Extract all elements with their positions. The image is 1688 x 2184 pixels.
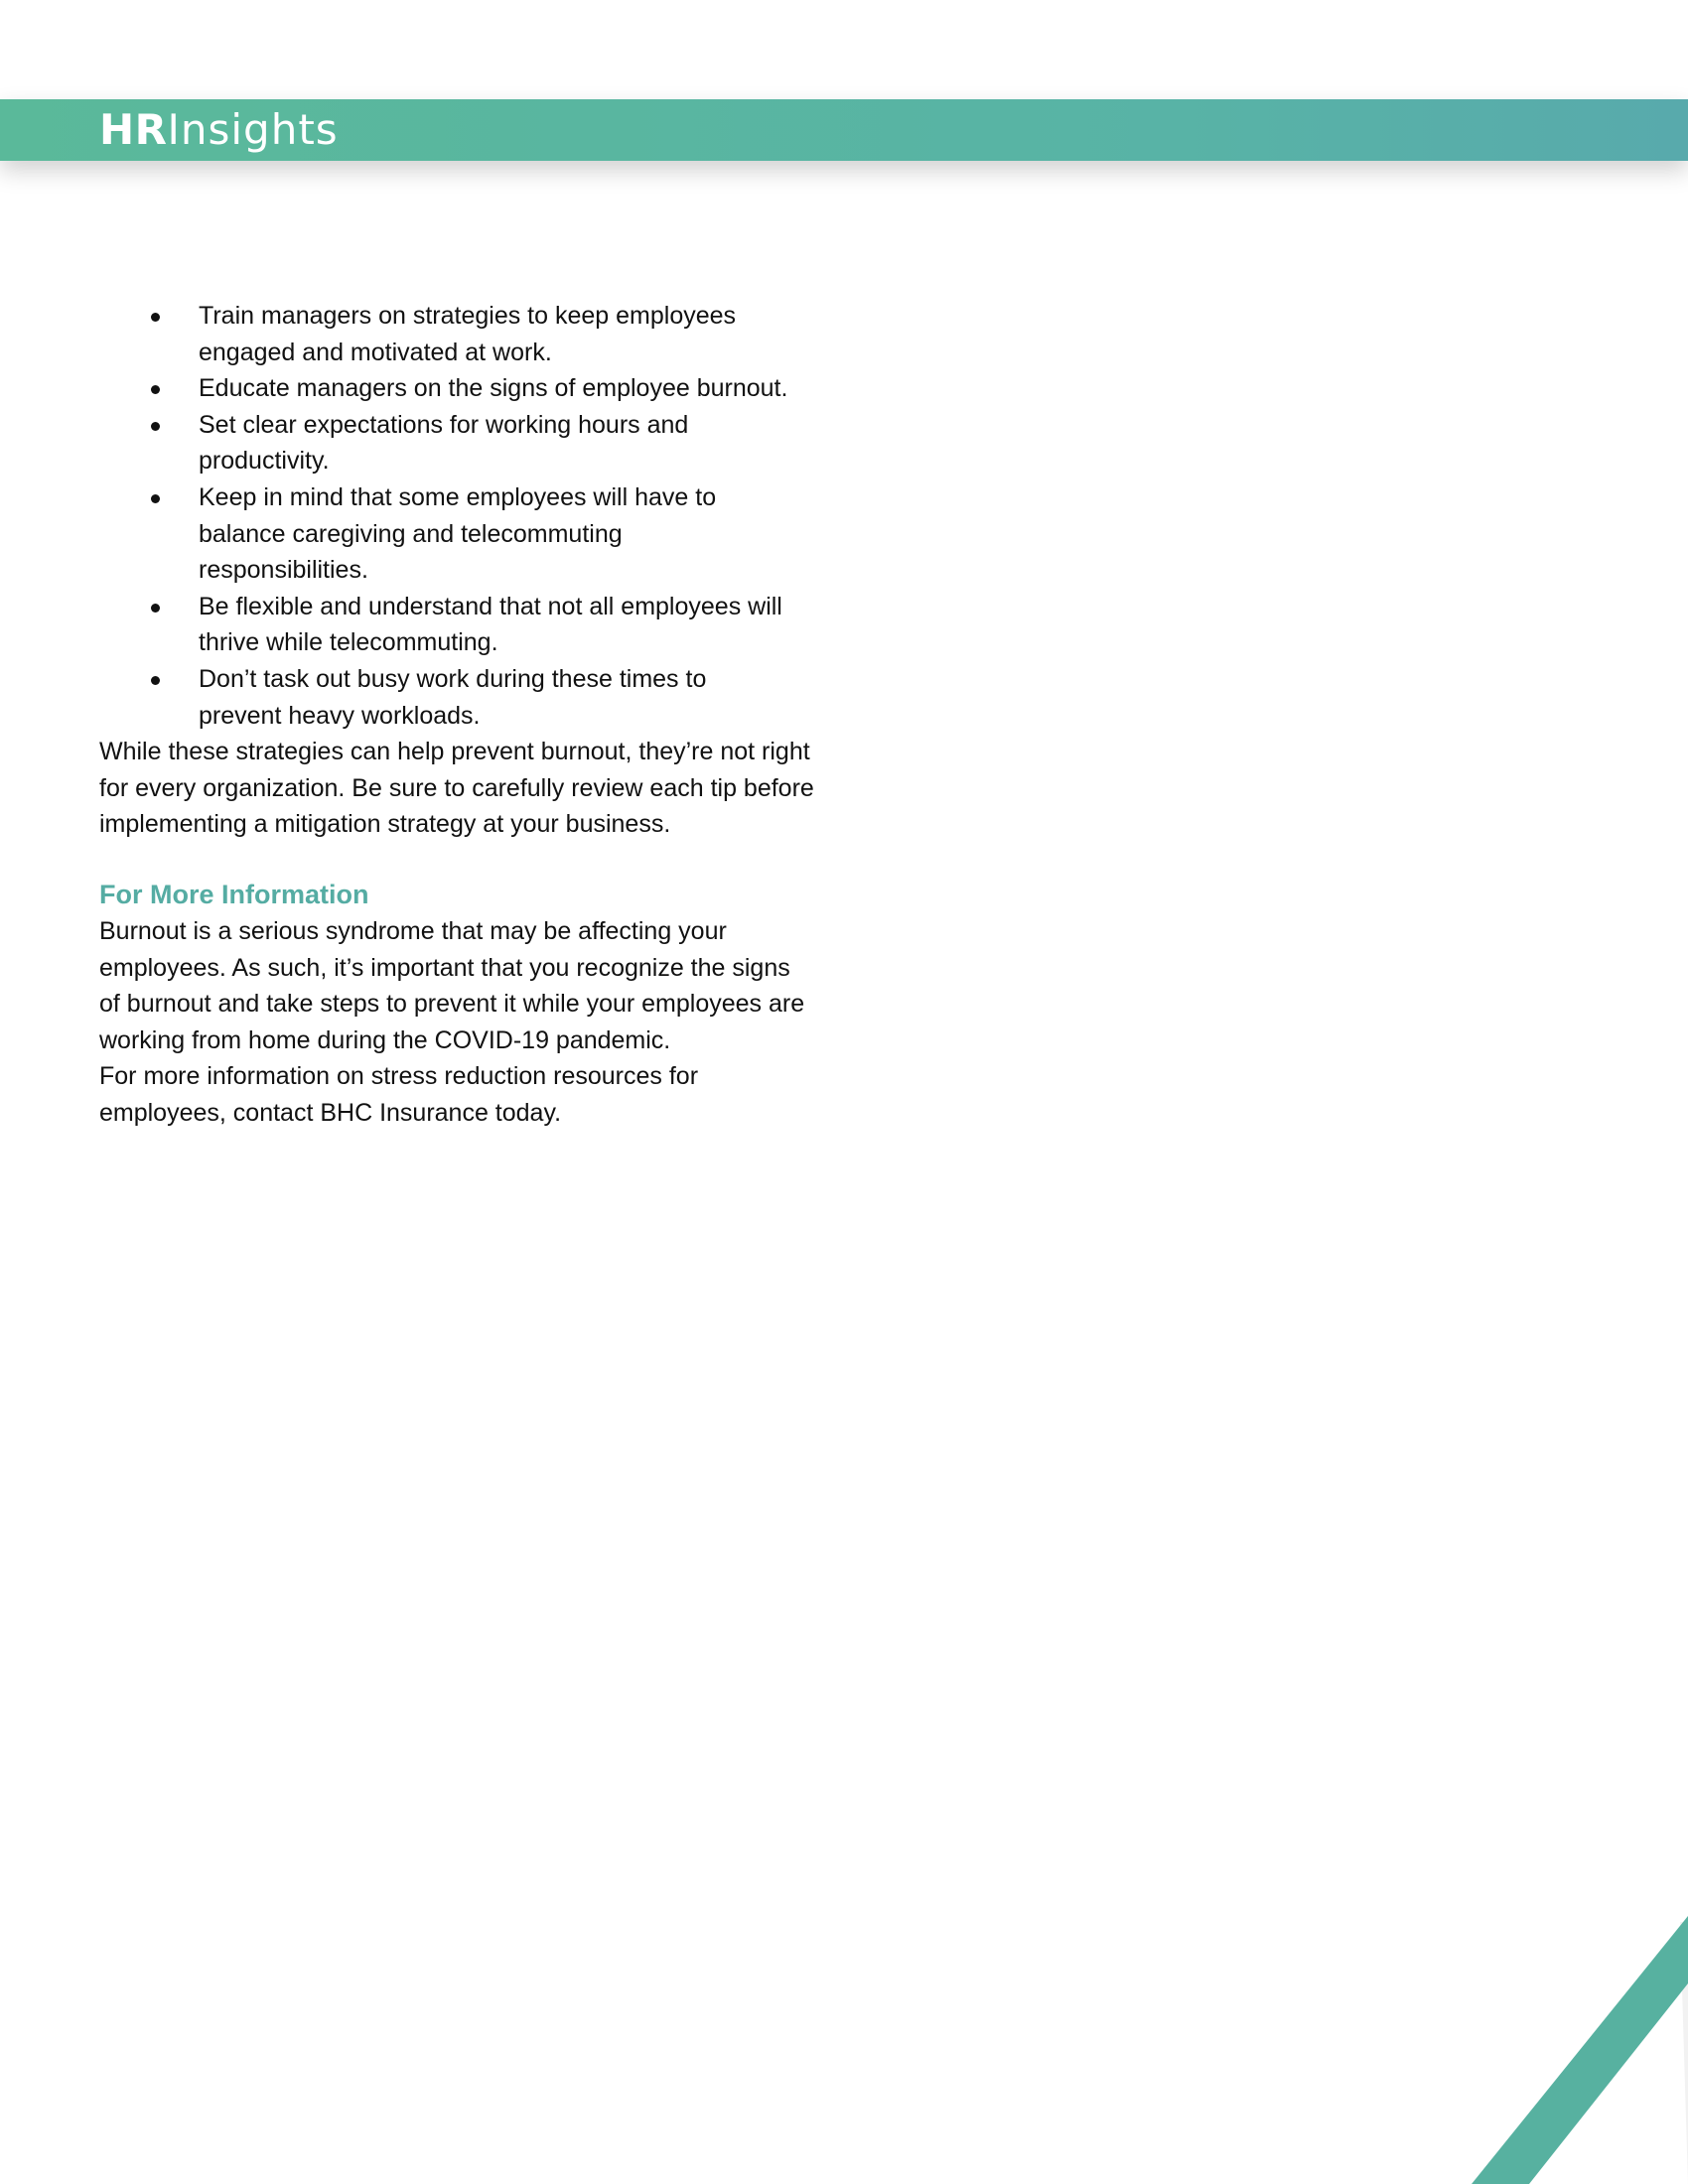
bullet-icon (151, 313, 160, 322)
list-item (99, 479, 794, 589)
contact-paragraph: For more information on stress reduction resources for employees, contact BHC Insurance today. (99, 1062, 699, 1127)
list-item-text: Train managers on strategies to keep employees engaged and motivated at work. (199, 302, 737, 366)
brand-logo (99, 105, 339, 155)
list-item-text: Don’t task out busy work during these times to prevent heavy workloads. (199, 664, 707, 730)
header-banner (0, 99, 1688, 161)
list-item (99, 589, 794, 661)
list-item-text: Keep in mind that some employees will have to balance caregiving and telecommuting responsibilities. (199, 482, 717, 585)
list-item (99, 661, 794, 734)
list-item (99, 407, 794, 479)
bullet-icon (151, 385, 160, 394)
corner-stripe-decoration (1450, 1916, 1688, 2184)
bullet-icon (151, 604, 160, 613)
section-heading: For More Information (99, 879, 369, 909)
burnout-summary-paragraph: Burnout is a serious syndrome that may be affecting your employees. As such, it’s important that you recognize the signs of burnout and take steps to prevent it while your employees are working from home during the COVID-19 pandemic. (99, 916, 805, 1054)
article-body (99, 298, 814, 1131)
list-item (99, 370, 794, 407)
bullet-icon (151, 422, 160, 431)
list-item-text: Be flexible and understand that not all employees will thrive while telecommuting. (199, 592, 782, 657)
strategies-caveat-paragraph: While these strategies can help prevent burnout, they’re not right for every organization. Be sure to carefully review each tip before implementing a mitigation strategy at your business. (99, 738, 814, 839)
tips-list (99, 298, 814, 734)
list-item-text: Set clear expectations for working hours and productivity. (199, 410, 689, 476)
list-item-text: Educate managers on the signs of employee burnout. (199, 374, 788, 403)
brand-logo-light: Insights (167, 105, 339, 154)
list-item (99, 298, 794, 370)
bullet-icon (151, 494, 160, 503)
brand-logo-bold: HR (99, 105, 168, 154)
bullet-icon (151, 676, 160, 685)
